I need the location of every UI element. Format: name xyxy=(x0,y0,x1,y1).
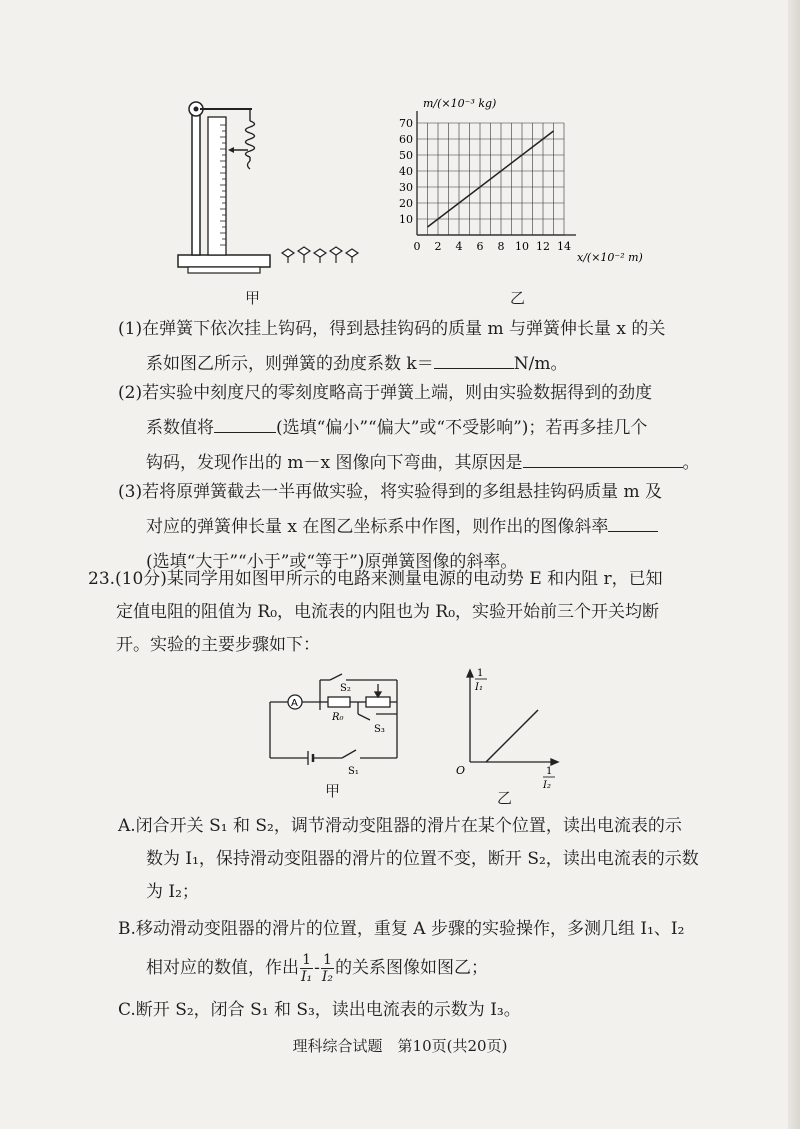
y-tick-label: 40 xyxy=(399,165,413,178)
graph-y-label: m/(×10⁻³ kg) xyxy=(423,97,497,110)
q22-p2-text-d: 。 xyxy=(682,453,700,473)
x-tick-label: 2 xyxy=(434,240,442,253)
q22-part1 xyxy=(118,312,718,382)
q23-steps xyxy=(118,810,718,1027)
apparatus-caption: 甲 xyxy=(245,289,261,307)
answer-blank-reason[interactable] xyxy=(523,449,683,468)
s3-label: S₃ xyxy=(374,724,385,735)
q22-p1-text-a: 系如图乙所示，则弹簧的劲度系数 k＝ xyxy=(146,354,434,374)
x-tick-label: 4 xyxy=(455,240,463,253)
x-axis-num: 1 xyxy=(546,766,553,777)
step-b-text-b: 的关系图像如图乙； xyxy=(335,958,489,978)
ammeter-label: A xyxy=(291,698,298,709)
frac2-num: 1 xyxy=(321,952,334,969)
circuit-caption: 甲 xyxy=(325,782,341,800)
frac1-num: 1 xyxy=(300,952,313,969)
y-tick-label: 60 xyxy=(399,133,413,146)
y-axis-den: I₁ xyxy=(475,682,483,693)
q23-stem xyxy=(88,563,728,662)
x-tick-label: 0 xyxy=(413,240,421,253)
q22-p2-line1: (2)若实验中刻度尺的零刻度略高于弹簧上端，则由实验数据得到的劲度 xyxy=(118,383,653,403)
step-a-line2: 数为 I₁，保持滑动变阻器的滑片的位置不变，断开 S₂，读出电流表的示数 xyxy=(146,849,699,869)
fraction-1-over-i1 xyxy=(300,952,313,985)
step-b-text-a: 相对应的数值，作出 xyxy=(146,958,299,978)
answer-blank-bias[interactable] xyxy=(214,414,276,433)
spring xyxy=(246,121,255,157)
hooked-weights xyxy=(282,247,358,263)
mass-extension-graph xyxy=(385,95,655,270)
q22-part2 xyxy=(118,376,718,481)
x-tick-label: 12 xyxy=(536,240,550,253)
r0-label: R₀ xyxy=(332,712,344,723)
y-tick-label: 70 xyxy=(399,117,413,130)
spring-apparatus-figure xyxy=(170,95,370,280)
q22-p3-line2 xyxy=(118,510,718,545)
x-axis-den: I₂ xyxy=(543,780,551,791)
q22-p2-text-b: (选填“偏小”“偏大”或“不受影响”)；若再多挂几个 xyxy=(276,418,648,438)
inverse-current-graph xyxy=(450,662,570,792)
inverse-graph-caption: 乙 xyxy=(497,789,513,807)
frac2-den: I₂ xyxy=(321,969,334,985)
y-tick-label: 50 xyxy=(399,149,413,162)
answer-blank-slope[interactable] xyxy=(608,513,658,532)
step-c-line1: C.断开 S₂，闭合 S₁ 和 S₃，读出电流表的示数为 I₃。 xyxy=(118,1000,521,1020)
q22-p2-text-a: 系数值将 xyxy=(146,418,214,438)
s2-label: S₂ xyxy=(340,683,351,694)
x-tick-label: 8 xyxy=(497,240,505,253)
y-tick-label: 30 xyxy=(399,181,413,194)
inverse-current-line xyxy=(486,710,538,762)
stand-pole xyxy=(192,113,200,255)
step-b-line2 xyxy=(118,946,718,990)
q22-p3-text: 对应的弹簧伸长量 x 在图乙坐标系中作图，则作出的图像斜率 xyxy=(146,517,609,537)
graph-x-label: x/(×10⁻² m) xyxy=(577,251,643,264)
origin-label: O xyxy=(456,764,466,777)
q23-line2: 定值电阻的阻值为 R₀，电流表的内阻也为 R₀，实验开始前三个开关均断 xyxy=(116,602,660,622)
answer-blank-k[interactable] xyxy=(434,350,514,369)
fraction-dash: - xyxy=(314,958,320,978)
q22-p2-line2 xyxy=(118,411,718,446)
y-tick-label: 10 xyxy=(399,213,413,226)
step-b-line1: B.移动滑动变阻器的滑片的位置，重复 A 步骤的实验操作，多测几组 I₁、I₂ xyxy=(118,919,685,939)
y-tick-label: 20 xyxy=(399,197,413,210)
x-tick-label: 14 xyxy=(557,240,571,253)
x-tick-label: 6 xyxy=(476,240,484,253)
y-axis-num: 1 xyxy=(477,668,484,679)
x-tick-label: 10 xyxy=(515,240,529,253)
s1-label: S₁ xyxy=(348,766,359,777)
frac1-den: I₁ xyxy=(301,969,313,985)
q22-p3-line1: (3)若将原弹簧截去一半再做实验，将实验得到的多组悬挂钩码质量 m 及 xyxy=(118,482,663,502)
q22-p1-text-b: N/m。 xyxy=(513,354,568,374)
circuit-diagram xyxy=(262,668,412,780)
q23-line3: 开。实验的主要步骤如下： xyxy=(116,635,320,655)
stand-base xyxy=(178,255,270,267)
fraction-1-over-i2 xyxy=(321,952,334,985)
step-a-line3: 为 I₂； xyxy=(146,882,199,902)
graph-caption: 乙 xyxy=(510,289,526,307)
ruler xyxy=(208,117,226,255)
q22-p2-text-c: 钩码，发现作出的 m－x 图像向下弯曲，其原因是 xyxy=(146,453,523,473)
q22-p1-line1: (1)在弹簧下依次挂上钩码，得到悬挂钩码的质量 m 与弹簧伸长量 x 的关 xyxy=(118,319,666,339)
q23-line1: 23.(10分)某同学用如图甲所示的电路来测量电源的电动势 E 和内阻 r，已知 xyxy=(88,569,663,589)
page-edge-shadow xyxy=(788,0,800,1129)
step-a-line1: A.闭合开关 S₁ 和 S₂，调节滑动变阻器的滑片在某个位置，读出电流表的示 xyxy=(118,816,682,836)
page-footer: 理科综合试题 第10页(共20页) xyxy=(292,1037,508,1055)
q22-p3-line3: (选填“大于”“小于”或“等于”)原弹簧图像的斜率。 xyxy=(146,552,518,572)
